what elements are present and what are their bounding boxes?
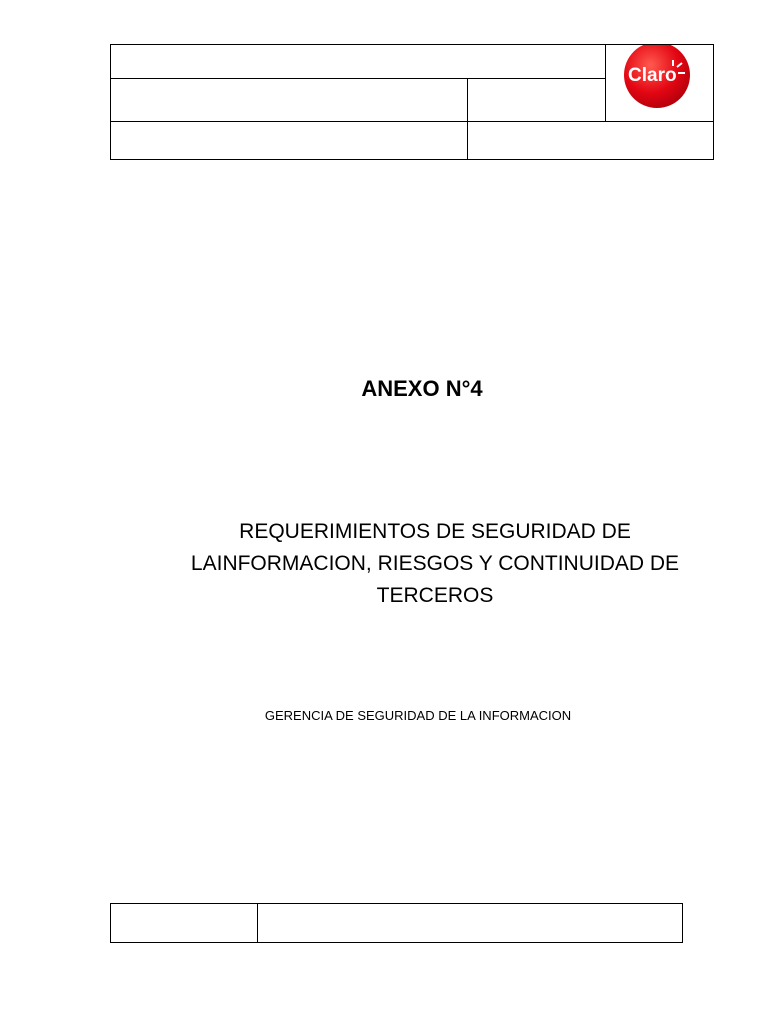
header-row-divider: [111, 78, 605, 79]
svg-text:Claro: Claro: [628, 65, 677, 86]
footer-table: [110, 903, 683, 943]
header-column-divider: [467, 78, 468, 160]
document-subtitle: REQUERIMIENTOS DE SEGURIDAD DE LAINFORMACION, RIESGOS Y CONTINUIDAD DE TERCEROS: [190, 520, 680, 607]
header-table: [110, 44, 714, 160]
department-name: GERENCIA DE SEGURIDAD DE LA INFORMACION: [264, 708, 572, 723]
footer-column-divider: [257, 904, 258, 942]
document-title: ANEXO N°4: [361, 376, 483, 401]
claro-logo: [605, 45, 713, 123]
